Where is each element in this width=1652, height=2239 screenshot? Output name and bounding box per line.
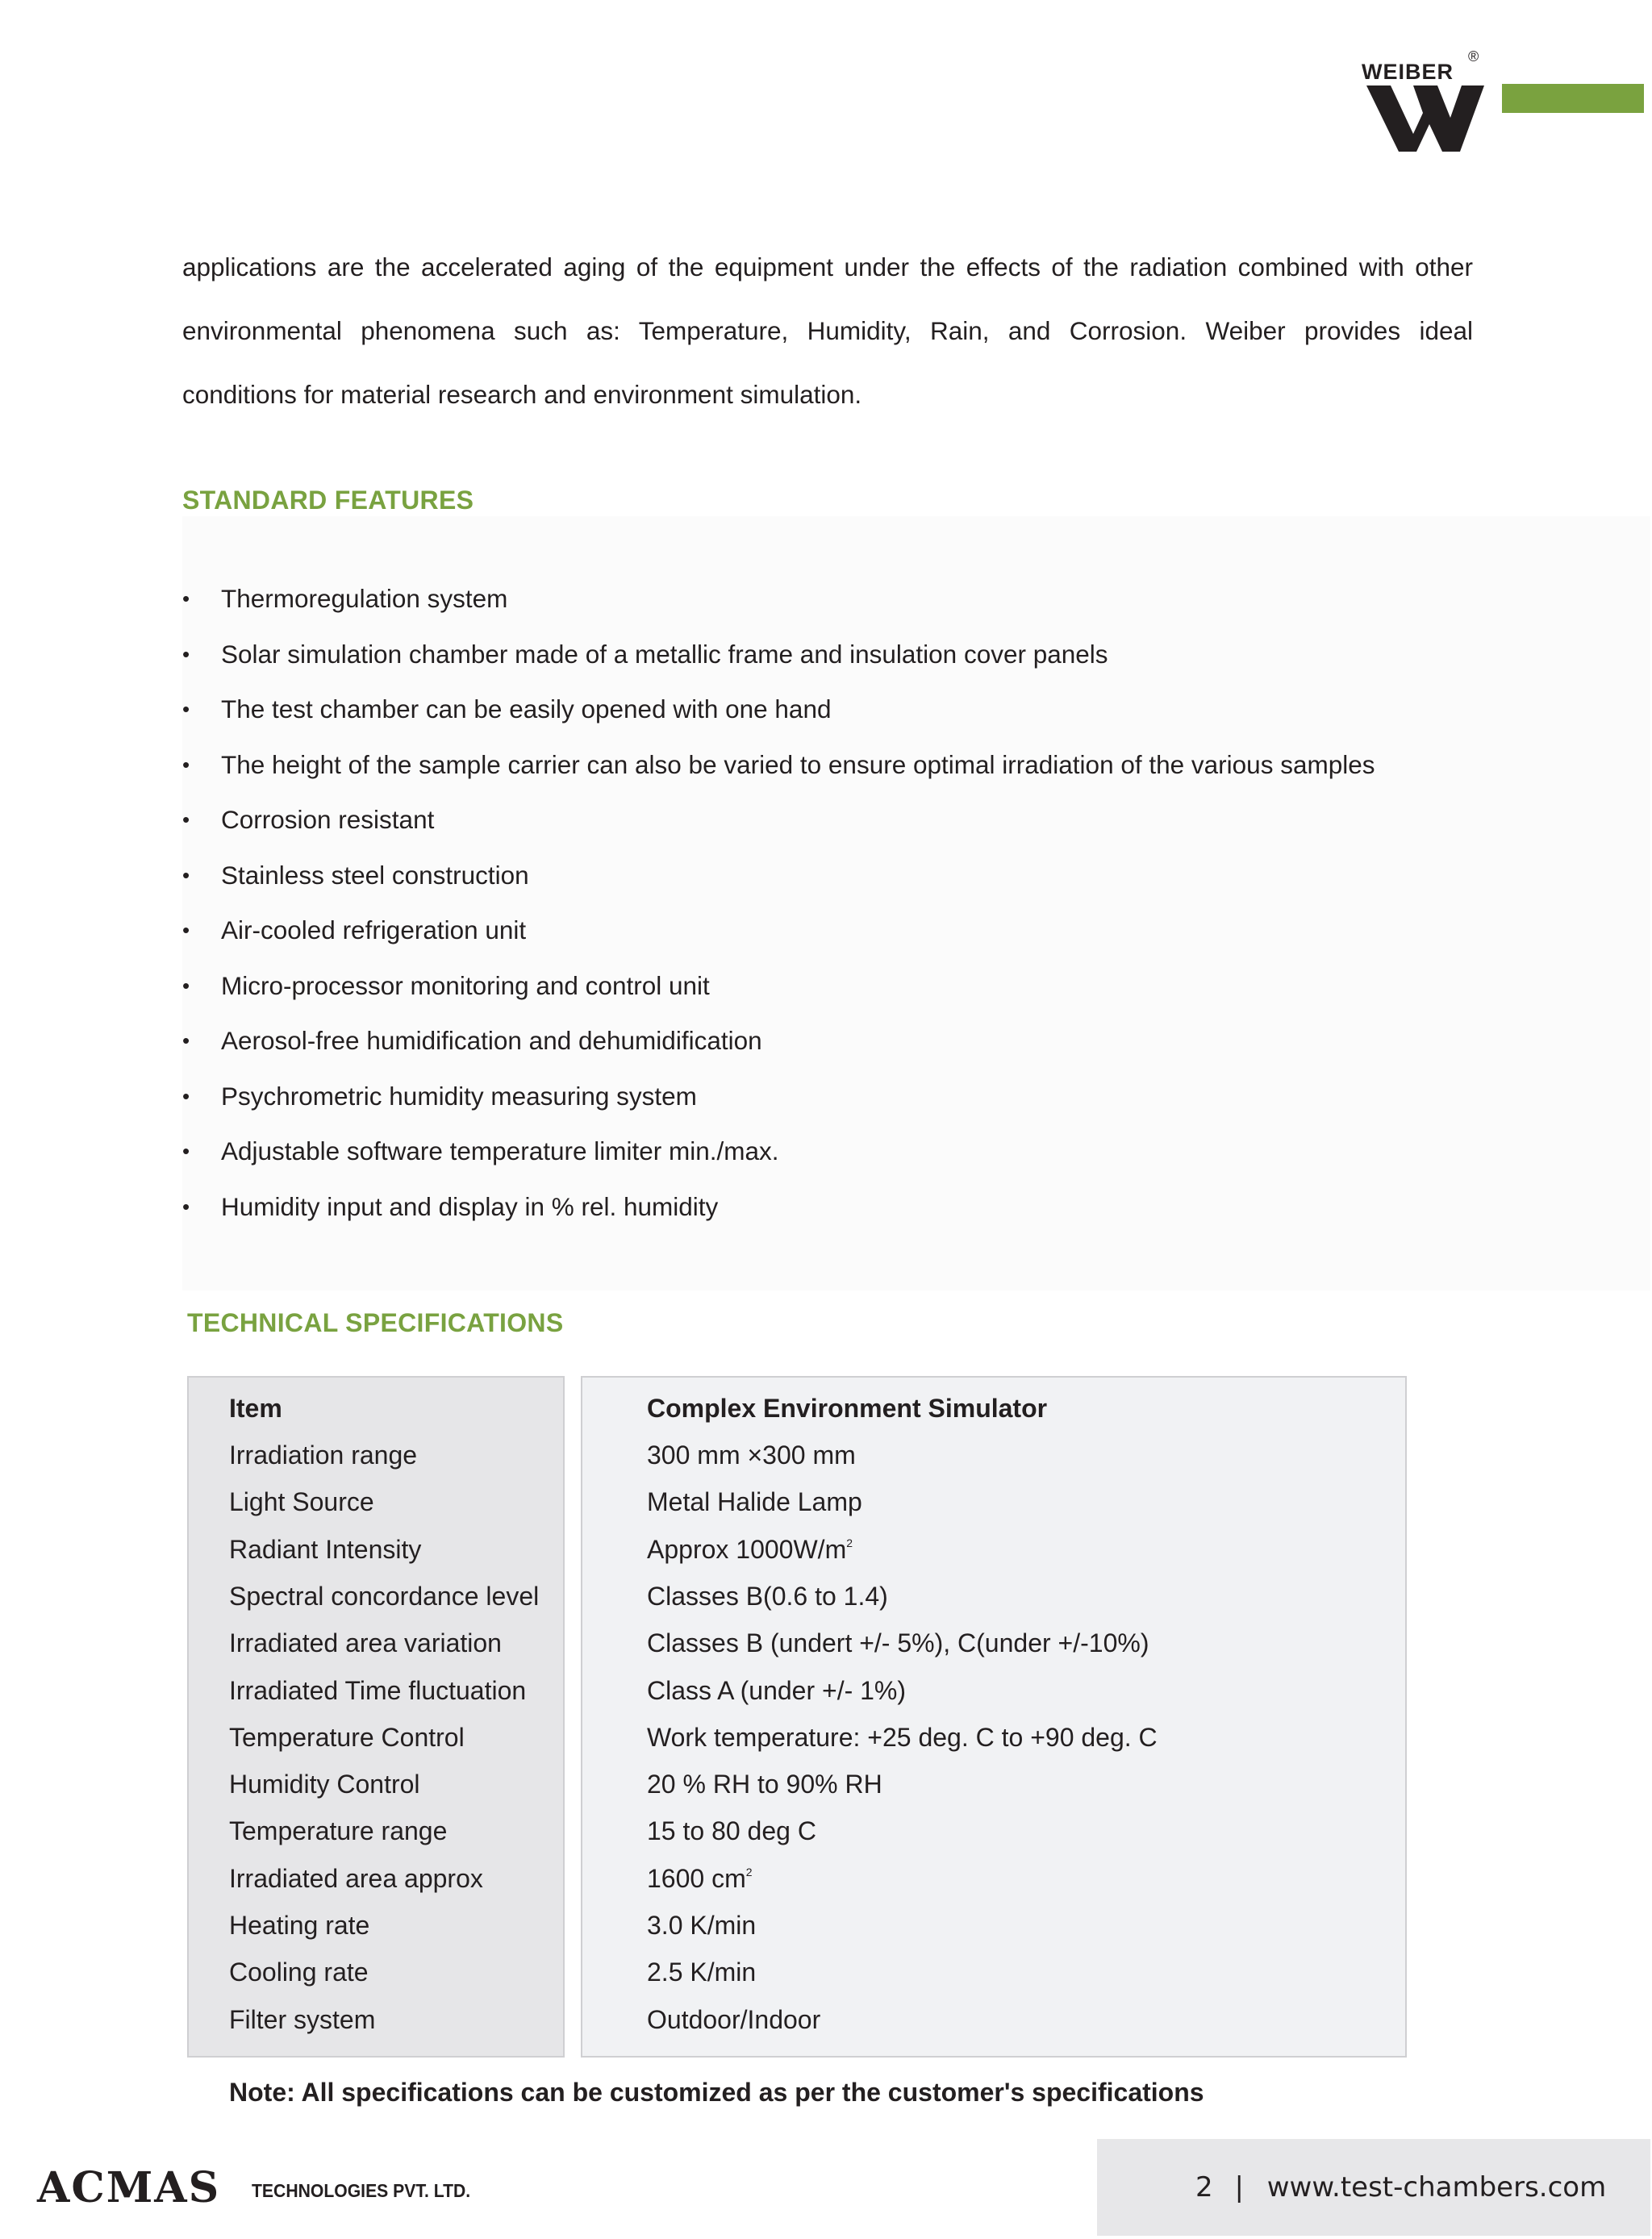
feature-text: Air-cooled refrigeration unit (221, 915, 527, 944)
bullet-icon: • (182, 973, 190, 998)
spec-item-value (647, 1908, 756, 1943)
feature-list-item (182, 1077, 1634, 1132)
spec-item-label: Temperature Control (229, 1723, 465, 1752)
bullet-icon: • (182, 1139, 190, 1163)
feature-list-item (182, 856, 1634, 911)
bullet-icon: • (182, 1028, 190, 1053)
spec-item-label: Irradiated area approx (229, 1864, 483, 1893)
bullet-icon: • (182, 862, 190, 887)
standard-features-list (182, 579, 1634, 1242)
spec-item-label: Irradiation range (229, 1441, 418, 1470)
spec-value-text: Classes B (undert +/- 5%), C(under +/-10%) (647, 1628, 1149, 1657)
feature-text: Micro-processor monitoring and control unit (221, 970, 710, 1000)
feature-list-item (182, 966, 1634, 1022)
spec-value-text: Outdoor/Indoor (647, 2005, 821, 2034)
spec-value-text: Class A (under +/- 1%) (647, 1676, 907, 1705)
spec-header-value: Complex Environment Simulator (647, 1394, 1048, 1423)
bullet-icon: • (182, 1083, 190, 1108)
bullet-icon: • (182, 918, 190, 942)
feature-text: Thermoregulation system (221, 584, 508, 613)
feature-list-item (182, 800, 1634, 856)
feature-text: The height of the sample carrier can also be varied to ensure optimal irradiation of the various samples (221, 749, 1375, 779)
website-link[interactable]: www.test-chambers.com (1266, 2171, 1607, 2204)
spec-item-value (647, 1532, 853, 1567)
intro-line: environmental phenomena such as: Temperature, Humidity, Rain, and Corrosion. Weiber provides ideal (182, 316, 1473, 345)
feature-list-item (182, 579, 1634, 635)
spec-value-text: 1600 cm (647, 1864, 746, 1893)
standard-features-heading: STANDARD FEATURES (182, 486, 474, 515)
bullet-icon: • (182, 1194, 190, 1219)
spec-item-value (647, 1625, 1149, 1661)
spec-value-text: 15 to 80 deg C (647, 1816, 816, 1845)
feature-text: Humidity input and display in % rel. humidity (221, 1191, 719, 1221)
feature-text: Aerosol-free humidification and dehumidification (221, 1026, 762, 1055)
spec-value-text: Classes B(0.6 to 1.4) (647, 1582, 888, 1611)
spec-value-text: Metal Halide Lamp (647, 1487, 862, 1516)
spec-item-label: Irradiated Time fluctuation (229, 1676, 527, 1705)
weiber-w-mark-icon (1355, 48, 1492, 161)
feature-text: Adjustable software temperature limiter min./max. (221, 1136, 779, 1165)
feature-list-item (182, 690, 1634, 745)
feature-list-item (182, 1187, 1634, 1243)
weiber-logo (1355, 48, 1492, 161)
feature-text: Corrosion resistant (221, 805, 435, 834)
header-accent-bar (1502, 84, 1644, 113)
spec-item-label: Light Source (229, 1487, 374, 1516)
superscript: 2 (846, 1536, 853, 1549)
feature-list-item (182, 635, 1634, 690)
feature-text: Solar simulation chamber made of a metallic frame and insulation cover panels (221, 639, 1108, 669)
spec-value-text: 2.5 K/min (647, 1958, 757, 1987)
spec-item-label: Filter system (229, 2005, 376, 2034)
spec-value-text: 20 % RH to 90% RH (647, 1770, 882, 1799)
spec-item-label: Temperature range (229, 1816, 448, 1845)
feature-text: The test chamber can be easily opened with one hand (221, 694, 832, 723)
footer-separator: | (1234, 2171, 1244, 2204)
registered-mark: ® (1468, 48, 1479, 65)
spec-item-value (647, 1484, 862, 1520)
bullet-icon: • (182, 697, 190, 721)
feature-list-item (182, 745, 1634, 801)
spec-item-value (647, 1861, 753, 1896)
company-suffix: TECHNOLOGIES PVT. LTD. (252, 2180, 471, 2201)
feature-list-item (182, 1021, 1634, 1077)
spec-item-value (647, 1437, 856, 1473)
page-number: 2 (1195, 2171, 1213, 2204)
bullet-icon: • (182, 752, 190, 777)
intro-paragraph (182, 236, 1473, 427)
spec-header-item: Item (229, 1394, 282, 1423)
spec-item-value (647, 1720, 1158, 1755)
spec-item-label: Radiant Intensity (229, 1535, 422, 1564)
spec-item-label: Cooling rate (229, 1958, 369, 1987)
bullet-icon: • (182, 586, 190, 611)
bullet-icon: • (182, 807, 190, 832)
spec-item-label: Spectral concordance level (229, 1582, 540, 1611)
bullet-icon: • (182, 641, 190, 666)
spec-item-value (647, 2002, 820, 2037)
feature-text: Psychrometric humidity measuring system (221, 1081, 697, 1111)
spec-value-text: 3.0 K/min (647, 1911, 757, 1940)
intro-line: applications are the accelerated aging of the equipment under the effects of the radiation combined with other (182, 252, 1473, 281)
acmas-logo: ACMAS (37, 2163, 221, 2212)
superscript: 2 (745, 1866, 753, 1878)
weiber-logo-wordmark: WEIBER (1362, 60, 1454, 84)
intro-line: conditions for material research and environment simulation. (182, 380, 862, 409)
spec-item-value (647, 1954, 756, 1990)
spec-item-value (647, 1673, 906, 1708)
spec-item-label: Irradiated area variation (229, 1628, 502, 1657)
spec-item-label: Heating rate (229, 1911, 370, 1940)
spec-item-value (647, 1766, 882, 1802)
footer-page-info (1195, 2171, 1606, 2204)
feature-list-item (182, 911, 1634, 966)
feature-list-item (182, 1132, 1634, 1187)
spec-value-text: 300 mm ×300 mm (647, 1441, 856, 1470)
spec-item-value (647, 1578, 888, 1614)
spec-item-value (647, 1813, 816, 1849)
spec-value-text: Approx 1000W/m (647, 1535, 847, 1564)
spec-item-label: Humidity Control (229, 1770, 420, 1799)
specifications-note: Note: All specifications can be customized as per the customer's specifications (229, 2078, 1204, 2107)
feature-text: Stainless steel construction (221, 860, 529, 890)
spec-value-text: Work temperature: +25 deg. C to +90 deg. C (647, 1723, 1158, 1752)
technical-specifications-heading: TECHNICAL SPECIFICATIONS (187, 1308, 564, 1337)
